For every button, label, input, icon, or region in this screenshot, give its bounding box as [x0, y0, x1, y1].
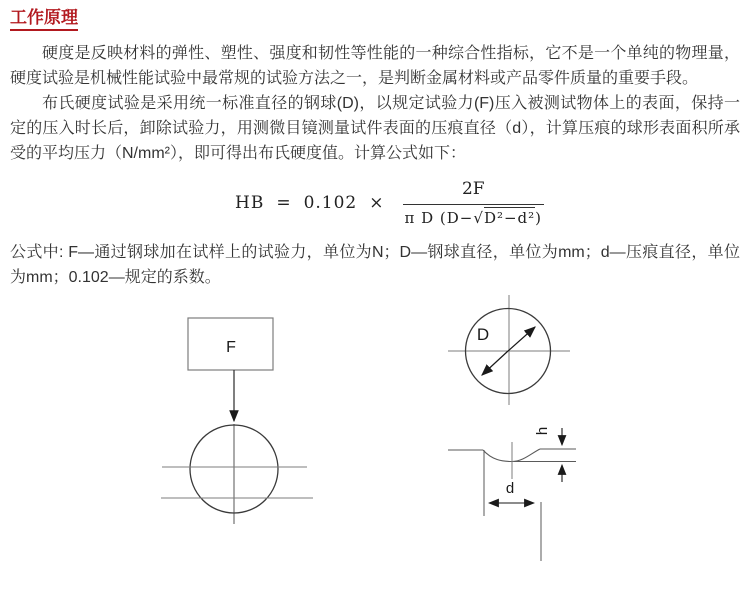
principle-diagrams [0, 290, 750, 567]
indentation-profile-diagram [448, 427, 576, 561]
ball-diameter-label: D [476, 325, 490, 344]
formula-equals: = [276, 193, 292, 213]
indent-depth-label: h [534, 426, 551, 436]
page-title: 工作原理 [10, 8, 78, 31]
formula-denominator [403, 205, 545, 227]
denominator-suffix: ) [535, 209, 543, 227]
formula-lhs: HB [235, 193, 265, 213]
force-ball-diagram [161, 318, 313, 524]
radical-sign: √ [473, 209, 484, 227]
ball-diameter-diagram [448, 295, 570, 405]
denominator-prefix: π D (D− [404, 209, 474, 227]
force-label: F [226, 339, 236, 356]
document-content [0, 0, 750, 290]
paragraph-formula-legend: 公式中: F—通过钢球加在试样上的试验力，单位为N；D—钢球直径，单位为mm；d—压痕直径，单位为mm；0.102—规定的系数。 [10, 244, 740, 286]
diameter-arrow-upper [508, 327, 535, 351]
formula-coefficient: 0.102 [303, 193, 358, 213]
formula-times: × [369, 193, 385, 213]
paragraph-hardness-intro: 硬度是反映材料的弹性、塑性、强度和韧性等性能的一种综合性指标，它不是一个单纯的物理量，硬度试验是机械性能试验中最常规的试验方法之一，是判断金属材料或产品零件质量的重要手段。 [10, 45, 740, 87]
formula-numerator: 2F [403, 179, 545, 205]
indent-diameter-label: d [505, 480, 515, 497]
brinell-formula [235, 179, 740, 227]
diameter-arrow-lower [482, 351, 508, 375]
radicand: D²−d² [483, 209, 536, 227]
paragraph-brinell-method: 布氏硬度试验是采用统一标准直径的钢球(D)，以规定试验力(F)压入被测试物体上的表面，保持一定的压入时长后，卸除试验力，用测微目镜测量试件表面的压痕直径（d），计算压痕的球形表面积所承受的平均压力（N/mm²），即可得出布氏硬度值。计算公式如下： [10, 95, 740, 162]
formula-fraction [403, 179, 545, 227]
